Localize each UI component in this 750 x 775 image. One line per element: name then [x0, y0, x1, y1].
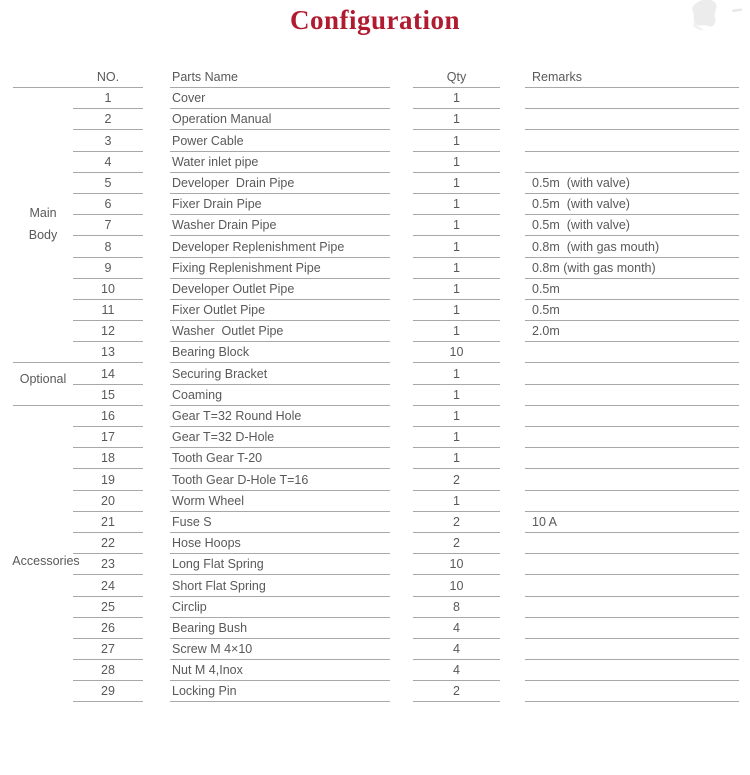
part-qty: 1 — [413, 258, 500, 279]
table-row — [13, 194, 750, 215]
row-number: 16 — [73, 406, 143, 427]
row-number: 5 — [73, 173, 143, 194]
group-boundary-cell — [13, 321, 73, 342]
column-gap — [390, 279, 413, 300]
row-number: 8 — [73, 236, 143, 257]
part-remarks — [525, 639, 739, 660]
row-number: 24 — [73, 575, 143, 596]
column-gap — [143, 279, 170, 300]
row-number: 28 — [73, 660, 143, 681]
row-number: 21 — [73, 512, 143, 533]
group-label-accessories: Accessories — [12, 554, 80, 568]
column-gap — [500, 62, 525, 88]
column-gap — [390, 597, 413, 618]
column-gap — [143, 236, 170, 257]
group-boundary-cell — [13, 173, 73, 194]
column-gap — [143, 215, 170, 236]
part-qty: 1 — [413, 152, 500, 173]
group-boundary-cell — [13, 258, 73, 279]
table-row — [13, 533, 750, 554]
column-gap — [143, 448, 170, 469]
column-gap — [500, 639, 525, 660]
row-number: 2 — [73, 109, 143, 130]
table-row — [13, 363, 750, 384]
table-row — [13, 427, 750, 448]
table-row — [13, 300, 750, 321]
column-gap — [500, 236, 525, 257]
row-number: 27 — [73, 639, 143, 660]
part-name: Worm Wheel — [170, 491, 390, 512]
header-gutter-cell — [13, 62, 73, 88]
column-gap — [390, 575, 413, 596]
table-row — [13, 406, 750, 427]
part-name: Operation Manual — [170, 109, 390, 130]
column-gap — [500, 618, 525, 639]
row-number: 18 — [73, 448, 143, 469]
column-gap — [500, 533, 525, 554]
part-remarks — [525, 448, 739, 469]
column-gap — [500, 681, 525, 702]
column-gap — [143, 554, 170, 575]
table-row — [13, 597, 750, 618]
row-number: 19 — [73, 469, 143, 490]
row-number: 10 — [73, 279, 143, 300]
part-remarks — [525, 681, 739, 702]
part-qty: 1 — [413, 173, 500, 194]
column-gap — [390, 533, 413, 554]
group-boundary-cell — [13, 660, 73, 681]
part-qty: 1 — [413, 321, 500, 342]
column-gap — [143, 618, 170, 639]
group-boundary-cell — [13, 130, 73, 151]
table-row — [13, 258, 750, 279]
column-gap — [390, 236, 413, 257]
table-row — [13, 660, 750, 681]
part-qty: 1 — [413, 279, 500, 300]
group-boundary-cell — [13, 88, 73, 109]
column-gap — [390, 300, 413, 321]
part-remarks: 0.5m (with valve) — [525, 194, 739, 215]
column-gap — [500, 491, 525, 512]
part-qty: 1 — [413, 406, 500, 427]
column-gap — [143, 109, 170, 130]
part-name: Long Flat Spring — [170, 554, 390, 575]
part-qty: 1 — [413, 109, 500, 130]
part-remarks — [525, 597, 739, 618]
part-name: Securing Bracket — [170, 363, 390, 384]
table-row — [13, 130, 750, 151]
column-gap — [143, 469, 170, 490]
group-label-main-body: Main Body — [28, 206, 58, 242]
column-gap — [390, 681, 413, 702]
group-boundary-cell — [13, 575, 73, 596]
header-no: NO. — [73, 62, 143, 88]
part-remarks — [525, 130, 739, 151]
part-remarks — [525, 385, 739, 406]
group-boundary-cell — [13, 152, 73, 173]
row-number: 26 — [73, 618, 143, 639]
part-remarks — [525, 427, 739, 448]
part-remarks: 0.5m — [525, 300, 739, 321]
column-gap — [390, 109, 413, 130]
row-number: 4 — [73, 152, 143, 173]
table-row — [13, 342, 750, 363]
part-name: Developer Drain Pipe — [170, 173, 390, 194]
column-gap — [500, 321, 525, 342]
column-gap — [500, 152, 525, 173]
column-gap — [143, 385, 170, 406]
column-gap — [143, 342, 170, 363]
row-number: 15 — [73, 385, 143, 406]
part-name: Fixer Drain Pipe — [170, 194, 390, 215]
table-row — [13, 681, 750, 702]
part-qty: 2 — [413, 533, 500, 554]
part-remarks: 0.5m (with valve) — [525, 215, 739, 236]
part-name: Tooth Gear T-20 — [170, 448, 390, 469]
part-name: Short Flat Spring — [170, 575, 390, 596]
part-qty: 1 — [413, 385, 500, 406]
part-remarks — [525, 660, 739, 681]
table-header-row — [13, 62, 750, 88]
table-body — [0, 88, 750, 702]
part-qty: 1 — [413, 491, 500, 512]
part-remarks: 0.8m (with gas month) — [525, 258, 739, 279]
table-row — [13, 236, 750, 257]
group-boundary-cell — [13, 300, 73, 321]
page-title: Configuration — [289, 5, 461, 35]
header-qty: Qty — [413, 62, 500, 88]
column-gap — [143, 88, 170, 109]
column-gap — [390, 342, 413, 363]
table-row — [13, 321, 750, 342]
table-row — [13, 491, 750, 512]
part-remarks: 0.8m (with gas mouth) — [525, 236, 739, 257]
part-name: Gear T=32 Round Hole — [170, 406, 390, 427]
row-number: 1 — [73, 88, 143, 109]
part-qty: 1 — [413, 215, 500, 236]
table-row — [13, 618, 750, 639]
part-name: Locking Pin — [170, 681, 390, 702]
part-remarks — [525, 152, 739, 173]
table-row — [13, 469, 750, 490]
part-name: Developer Outlet Pipe — [170, 279, 390, 300]
header-remarks: Remarks — [525, 62, 739, 88]
part-qty: 1 — [413, 236, 500, 257]
group-boundary-cell — [13, 681, 73, 702]
table-row — [13, 109, 750, 130]
row-number: 6 — [73, 194, 143, 215]
row-number: 17 — [73, 427, 143, 448]
configuration-table — [0, 62, 750, 702]
column-gap — [390, 469, 413, 490]
part-qty: 2 — [413, 512, 500, 533]
table-row — [13, 575, 750, 596]
column-gap — [500, 385, 525, 406]
part-remarks — [525, 109, 739, 130]
column-gap — [500, 194, 525, 215]
part-qty: 1 — [413, 194, 500, 215]
part-remarks — [525, 363, 739, 384]
column-gap — [143, 427, 170, 448]
column-gap — [500, 173, 525, 194]
column-gap — [390, 258, 413, 279]
part-remarks — [525, 491, 739, 512]
group-boundary-cell — [13, 109, 73, 130]
table-row — [13, 385, 750, 406]
row-number: 29 — [73, 681, 143, 702]
group-boundary-cell — [13, 279, 73, 300]
part-name: Water inlet pipe — [170, 152, 390, 173]
row-number: 9 — [73, 258, 143, 279]
part-remarks: 10 A — [525, 512, 739, 533]
column-gap — [390, 660, 413, 681]
part-remarks — [525, 342, 739, 363]
column-gap — [390, 406, 413, 427]
part-qty: 8 — [413, 597, 500, 618]
group-boundary-cell — [13, 448, 73, 469]
column-gap — [143, 491, 170, 512]
column-gap — [143, 639, 170, 660]
group-boundary-cell — [13, 342, 73, 363]
column-gap — [143, 575, 170, 596]
part-qty: 1 — [413, 448, 500, 469]
group-boundary-cell — [13, 427, 73, 448]
table-row — [13, 152, 750, 173]
column-gap — [500, 448, 525, 469]
column-gap — [390, 491, 413, 512]
column-gap — [500, 427, 525, 448]
part-name: Cover — [170, 88, 390, 109]
column-gap — [143, 152, 170, 173]
part-name: Fixing Replenishment Pipe — [170, 258, 390, 279]
part-name: Screw M 4×10 — [170, 639, 390, 660]
column-gap — [143, 300, 170, 321]
column-gap — [500, 406, 525, 427]
part-qty: 1 — [413, 88, 500, 109]
column-gap — [143, 363, 170, 384]
row-number: 7 — [73, 215, 143, 236]
column-gap — [500, 512, 525, 533]
column-gap — [390, 363, 413, 384]
part-name: Bearing Bush — [170, 618, 390, 639]
part-remarks — [525, 469, 739, 490]
part-name: Tooth Gear D-Hole T=16 — [170, 469, 390, 490]
table-row — [13, 279, 750, 300]
column-gap — [390, 173, 413, 194]
group-boundary-cell — [13, 469, 73, 490]
column-gap — [390, 152, 413, 173]
column-gap — [500, 300, 525, 321]
column-gap — [500, 469, 525, 490]
column-gap — [143, 660, 170, 681]
group-boundary-cell — [13, 406, 73, 427]
part-name: Washer Drain Pipe — [170, 215, 390, 236]
part-remarks — [525, 554, 739, 575]
table-row — [13, 554, 750, 575]
part-name: Bearing Block — [170, 342, 390, 363]
column-gap — [500, 109, 525, 130]
part-remarks: 2.0m — [525, 321, 739, 342]
table-row — [13, 448, 750, 469]
part-remarks: 0.5m (with valve) — [525, 173, 739, 194]
column-gap — [500, 130, 525, 151]
column-gap — [390, 512, 413, 533]
part-qty: 2 — [413, 469, 500, 490]
column-gap — [390, 427, 413, 448]
column-gap — [143, 512, 170, 533]
part-remarks — [525, 618, 739, 639]
part-name: Coaming — [170, 385, 390, 406]
column-gap — [390, 215, 413, 236]
column-gap — [390, 88, 413, 109]
part-name: Fuse S — [170, 512, 390, 533]
group-boundary-cell — [13, 639, 73, 660]
column-gap — [390, 618, 413, 639]
part-remarks — [525, 533, 739, 554]
part-remarks — [525, 88, 739, 109]
part-name: Power Cable — [170, 130, 390, 151]
column-gap — [143, 130, 170, 151]
column-gap — [500, 215, 525, 236]
table-row — [13, 639, 750, 660]
table-row — [13, 215, 750, 236]
column-gap — [390, 62, 413, 88]
column-gap — [390, 639, 413, 660]
column-gap — [500, 554, 525, 575]
part-remarks: 0.5m — [525, 279, 739, 300]
part-qty: 10 — [413, 575, 500, 596]
table-row — [13, 88, 750, 109]
column-gap — [500, 363, 525, 384]
group-boundary-cell — [13, 618, 73, 639]
part-qty: 4 — [413, 618, 500, 639]
column-gap — [143, 597, 170, 618]
column-gap — [390, 385, 413, 406]
column-gap — [500, 88, 525, 109]
part-qty: 10 — [413, 554, 500, 575]
row-number: 14 — [73, 363, 143, 384]
part-name: Fixer Outlet Pipe — [170, 300, 390, 321]
column-gap — [143, 321, 170, 342]
column-gap — [390, 448, 413, 469]
part-qty: 1 — [413, 363, 500, 384]
part-name: Hose Hoops — [170, 533, 390, 554]
column-gap — [390, 321, 413, 342]
part-qty: 10 — [413, 342, 500, 363]
part-qty: 4 — [413, 639, 500, 660]
row-number: 25 — [73, 597, 143, 618]
column-gap — [500, 597, 525, 618]
column-gap — [500, 575, 525, 596]
part-name: Gear T=32 D-Hole — [170, 427, 390, 448]
group-label-optional: Optional — [19, 372, 67, 386]
header-parts-name: Parts Name — [170, 62, 390, 88]
row-number: 12 — [73, 321, 143, 342]
part-name: Developer Replenishment Pipe — [170, 236, 390, 257]
row-number: 22 — [73, 533, 143, 554]
row-number: 20 — [73, 491, 143, 512]
part-qty: 4 — [413, 660, 500, 681]
column-gap — [500, 279, 525, 300]
column-gap — [500, 660, 525, 681]
part-remarks — [525, 575, 739, 596]
part-qty: 2 — [413, 681, 500, 702]
row-number: 3 — [73, 130, 143, 151]
part-qty: 1 — [413, 300, 500, 321]
group-boundary-cell — [13, 491, 73, 512]
column-gap — [143, 258, 170, 279]
part-qty: 1 — [413, 130, 500, 151]
table-row — [13, 512, 750, 533]
column-gap — [390, 554, 413, 575]
column-gap — [500, 342, 525, 363]
part-name: Washer Outlet Pipe — [170, 321, 390, 342]
row-number: 11 — [73, 300, 143, 321]
row-number: 23 — [73, 554, 143, 575]
row-number: 13 — [73, 342, 143, 363]
part-name: Nut M 4,Inox — [170, 660, 390, 681]
part-qty: 1 — [413, 427, 500, 448]
column-gap — [143, 681, 170, 702]
column-gap — [500, 258, 525, 279]
column-gap — [143, 62, 170, 88]
column-gap — [143, 194, 170, 215]
group-boundary-cell — [13, 512, 73, 533]
group-boundary-cell — [13, 597, 73, 618]
part-remarks — [525, 406, 739, 427]
column-gap — [143, 406, 170, 427]
part-name: Circlip — [170, 597, 390, 618]
column-gap — [143, 533, 170, 554]
table-row — [13, 173, 750, 194]
column-gap — [390, 130, 413, 151]
column-gap — [390, 194, 413, 215]
column-gap — [143, 173, 170, 194]
